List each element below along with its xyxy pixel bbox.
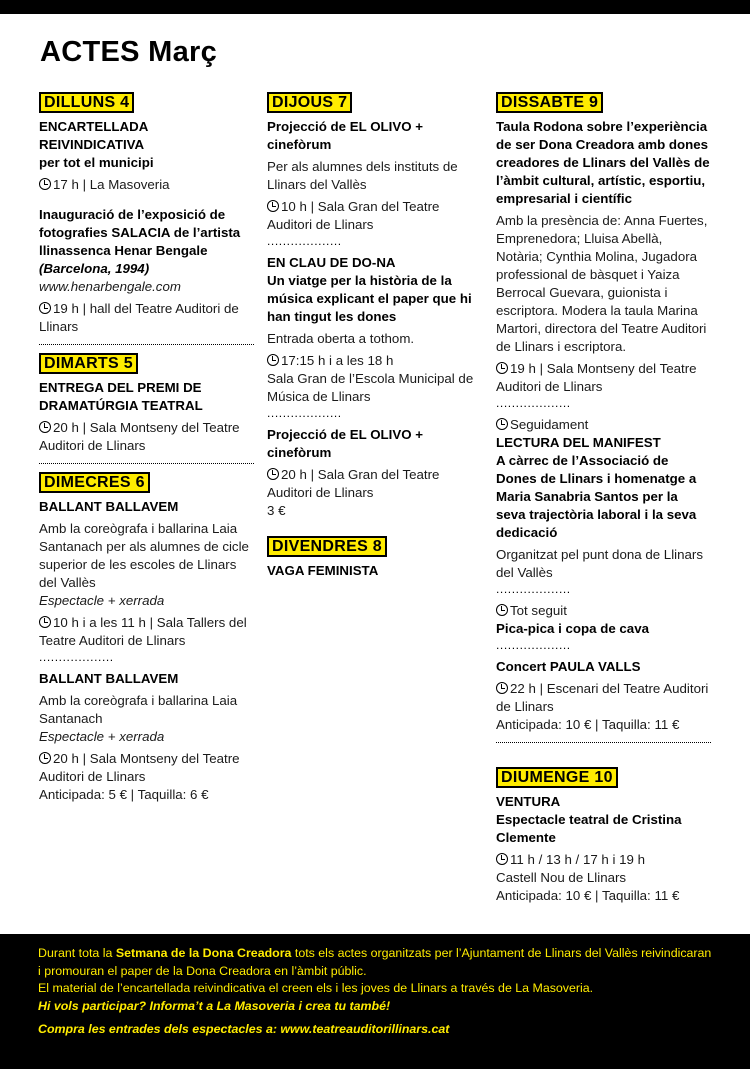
dotted-divider: ................... [496,640,571,650]
event-line-text: 17 h | La Masoveria [53,177,170,192]
event-text [267,330,482,348]
footer-banner [0,934,750,1069]
event-time [496,416,711,434]
event-line-text: 10 h i a les 11 h | Sala Tallers del Teatre Auditori de Llinars [39,615,247,648]
event-line-text: per tot el municipi [39,155,154,170]
day-heading: DIMARTS 5 [39,353,138,374]
event-text [496,212,711,356]
event-line-text: BALLANT BALLAVEM [39,671,179,686]
event-line-text: www.henarbengale.com [39,279,181,294]
clock-icon [39,616,51,628]
event-text [496,118,711,208]
clock-icon [39,178,51,190]
event-line-text: Taula Rodona sobre l’experiència de ser Dona Creadora amb dones creadores de Llinars del Vallès de l’àmbit cultural, artístic, esportiu, empresarial i científic [496,119,710,206]
event-item [267,254,482,406]
event-text [39,118,254,154]
day-heading: DIUMENGE 10 [496,767,618,788]
event-text [39,728,254,746]
event-text [267,426,482,462]
event-item [39,118,254,194]
event-text [496,887,711,905]
event-text [39,154,254,172]
day-block [39,472,254,804]
event-item [267,118,482,234]
clock-icon [496,362,508,374]
footer-tickets-link[interactable]: Compra les entrades dels espectacles a: www.teatreauditorillinars.cat [38,1022,450,1037]
clock-icon [39,752,51,764]
event-line-suffix: (Barcelona, 1994) [39,261,150,276]
event-line-text: ENTREGA DEL PREMI DE DRAMATÚRGIA TEATRAL [39,380,203,413]
dotted-divider: ................... [39,652,114,662]
clock-icon [39,421,51,433]
footer-line1-post: tots els actes organitzats per l’Ajuntament de Llinars del Vallès reivindicaran i promouran el paper de la Dona Creadora en l’àmbit públic. [38,946,712,978]
event-line-text: A càrrec de l’Associació de Dones de Llinars i homenatge a Maria Sanabria Santos per la seva trajectòria laboral i la seva dedicació [496,453,697,540]
event-item [39,498,254,650]
event-line-text: Pica-pica i copa de cava [496,621,649,636]
clock-icon [496,604,508,616]
event-item [39,670,254,804]
event-text [267,158,482,194]
day-heading: DIVENDRES 8 [267,536,387,557]
event-line-text: BALLANT BALLAVEM [39,499,179,514]
day-heading: DISSABTE 9 [496,92,603,113]
event-line-text: Un viatge per la història de la música explicant el paper que hi han tingut les dones [267,273,472,324]
page-title: ACTES Març [40,36,218,68]
column-1 [39,92,254,804]
day-heading: DIJOUS 7 [267,92,352,113]
clock-icon [39,302,51,314]
event-line-text: VENTURA [496,794,561,809]
event-text [39,670,254,688]
event-line-text: Anticipada: 10 € | Taquilla: 11 € [496,717,680,732]
section-separator [496,742,711,743]
event-item [496,118,711,396]
event-text [496,546,711,582]
event-time [496,851,711,869]
footer-week-name: Setmana de la Dona Creadora [115,946,292,960]
event-line-text: 19 h | Sala Montseny del Teatre Auditori de Llinars [496,361,697,394]
event-line-text: Seguidament [510,417,589,432]
clock-icon [496,418,508,430]
event-line-text: Amb la presència de: Anna Fuertes, Emprenedora; Lluisa Abellà, Notària; Cynthia Molina, Jugadora professional de bàsquet i Yaiza Berrocal Guevara, guionista i escriptora. Modera la taula Marina Martori, directora del Teatre Auditori de Llinars i escriptora. [496,213,708,354]
event-line-text: Espectacle teatral de Cristina Clemente [496,812,682,845]
event-line-text: Anticipada: 10 € | Taquilla: 11 € [496,888,680,903]
clock-icon [267,200,279,212]
event-line-text: 22 h | Escenari del Teatre Auditori de Llinars [496,681,709,714]
event-text [39,278,254,296]
event-text [39,520,254,592]
event-text [267,562,482,580]
event-line-text: Concert PAULA VALLS [496,659,641,674]
event-line-text: Per als alumnes dels instituts de Llinars del Vallès [267,159,458,192]
day-block [39,92,254,336]
spacer [267,520,482,536]
event-line-text: Projecció de EL OLIVO + cinefòrum [267,119,424,152]
event-item [496,602,711,638]
event-time [267,198,482,234]
event-text [267,254,482,272]
event-line-text: Castell Nou de Llinars [496,870,627,885]
event-line-text: LECTURA DEL MANIFEST [496,435,661,450]
event-line-text: ENCARTELLADA REIVINDICATIVA [39,119,148,152]
day-block [267,92,482,520]
event-text [496,869,711,887]
event-line-text: Sala Gran de l’Escola Municipal de Música de Llinars [267,371,474,404]
event-line-text: VAGA FEMINISTA [267,563,379,578]
column-3 [496,92,711,905]
event-line-text: Inauguració de l’exposició de fotografies SALACIA de l’artista llinassenca Henar Bengale [39,207,241,258]
clock-icon [267,354,279,366]
event-text [496,716,711,734]
event-text [496,811,711,847]
event-line-text: 17:15 h i a les 18 h [281,353,394,368]
event-line-text: Entrada oberta a tothom. [267,331,415,346]
footer-line3: Hi vols participar? Informa’t a La Masoveria i crea tu també! [38,998,391,1013]
event-line-text: Anticipada: 5 € | Taquilla: 6 € [39,787,209,802]
day-block [267,536,482,580]
event-item [39,206,254,336]
event-line-text: Organitzat pel punt dona de Llinars del Vallès [496,547,703,580]
event-line-text: 19 h | hall del Teatre Auditori de Llinars [39,301,239,334]
day-block [39,353,254,455]
event-time [267,352,482,370]
day-heading: DILLUNS 4 [39,92,134,113]
dotted-divider: ................... [496,398,571,408]
event-line-text: 3 € [267,503,286,518]
event-line-text: Espectacle + xerrada [39,729,165,744]
event-time [39,419,254,455]
event-item [267,426,482,520]
clock-icon [496,853,508,865]
event-line-text: Tot seguit [510,603,567,618]
event-text [267,118,482,154]
event-line-text: 20 h | Sala Montseny del Teatre Auditori de Llinars [39,420,240,453]
event-item [496,793,711,905]
event-item [496,658,711,734]
event-time [496,602,711,620]
event-text [267,272,482,326]
section-separator [39,463,254,464]
dotted-divider: ................... [267,236,342,246]
footer-line1-pre: Durant tota la [38,946,116,960]
event-text [496,620,711,638]
day-heading: DIMECRES 6 [39,472,150,493]
clock-icon [496,682,508,694]
section-separator [39,344,254,345]
event-text [39,786,254,804]
event-time [39,750,254,786]
clock-icon [267,468,279,480]
event-line-text: 10 h | Sala Gran del Teatre Auditori de Llinars [267,199,440,232]
event-line-text: Espectacle + xerrada [39,593,165,608]
dotted-divider: ................... [267,408,342,418]
event-time [39,300,254,336]
event-text [496,793,711,811]
event-text [39,206,254,278]
event-time [267,466,482,502]
event-text [39,592,254,610]
event-time [39,176,254,194]
event-time [496,360,711,396]
day-block [496,92,711,743]
event-item [496,416,711,582]
event-time [496,680,711,716]
event-line-text: 20 h | Sala Montseny del Teatre Auditori de Llinars [39,751,240,784]
event-text [496,452,711,542]
day-block [496,767,711,905]
event-text [496,434,711,452]
event-item [267,562,482,580]
event-text [39,498,254,516]
event-line-text: 20 h | Sala Gran del Teatre Auditori de Llinars [267,467,440,500]
dotted-divider: ................... [496,584,571,594]
event-line-text: Amb la coreògrafa i ballarina Laia Santanach per als alumnes de cicle superior de les escoles de Llinars del Vallès [39,521,249,590]
event-item [39,379,254,455]
event-line-text: Amb la coreògrafa i ballarina Laia Santanach [39,693,238,726]
event-line-text: EN CLAU DE DO-NA [267,255,396,270]
event-line-text: Projecció de EL OLIVO + cinefòrum [267,427,424,460]
column-2 [267,92,482,580]
spacer [496,751,711,767]
event-text [267,370,482,406]
spacer [39,194,254,206]
footer-line2: El material de l’encartellada reivindicativa el creen els i les joves de Llinars a través de La Masoveria. [38,981,594,996]
event-line-text: 11 h / 13 h / 17 h i 19 h [510,852,646,867]
top-bar [0,0,750,14]
event-text [39,379,254,415]
event-text [267,502,482,520]
event-text [39,692,254,728]
event-text [496,658,711,676]
footer-paragraph [38,945,712,980]
event-time [39,614,254,650]
